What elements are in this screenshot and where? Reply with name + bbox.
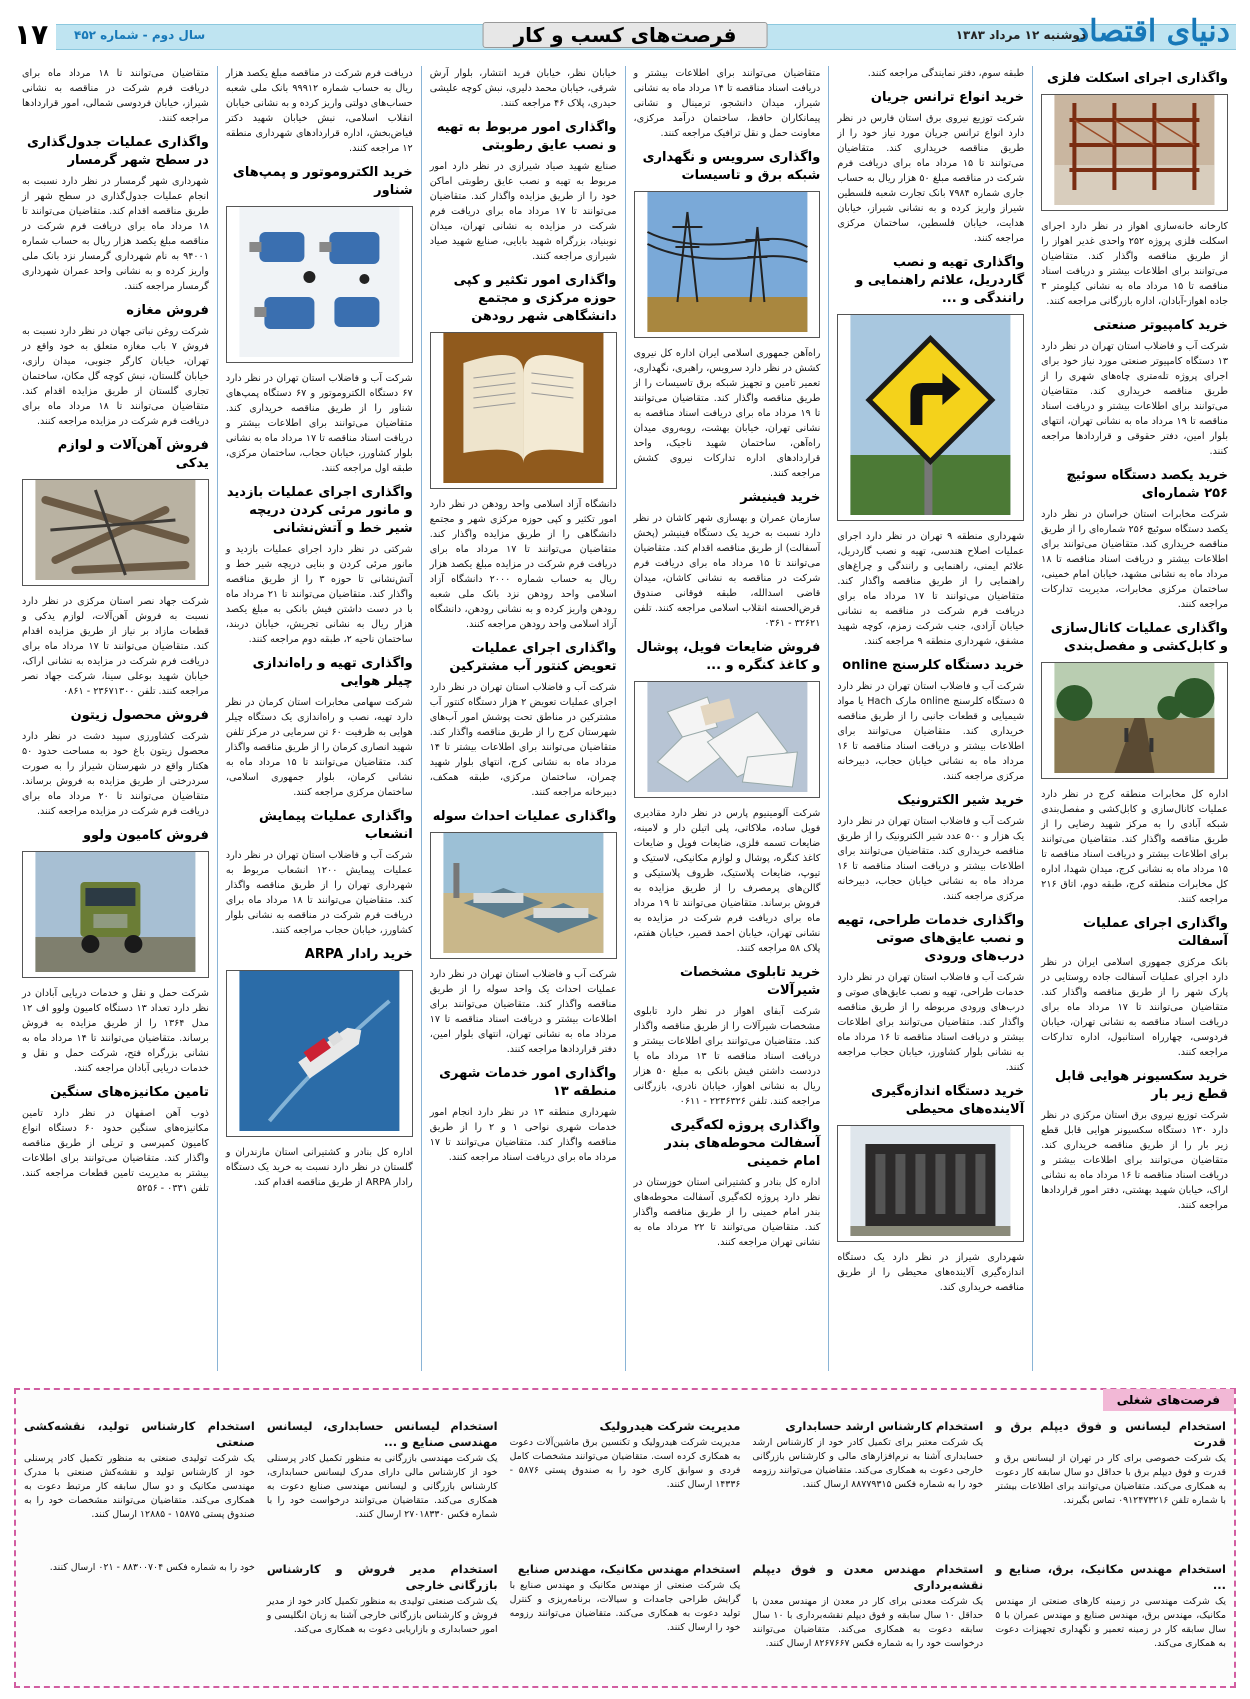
job-title: استخدام کارشناس ارشد حسابداری	[785, 1419, 984, 1433]
jobs-grid	[24, 1418, 1226, 1678]
tender-headline: خرید یکصد دستگاه سوئیچ ۲۵۶ شماره‌ای	[1066, 468, 1228, 501]
tender-ad	[1041, 70, 1228, 309]
tender-text: سازمان عمران و بهسازی شهر کاشان در نظر دارد نسبت به خرید یک دستگاه فینیشر (پخش آسفالت) از طریق مناقصه اقدام کند. متقاضیان می‌توانند تا ۱۵ مرداد ماه برای دریافت فرم شرکت در مناقصه به نشانی کاشان، میدان قاضی اسدالله، طبقه فوقانی صندوق قرض‌الحسنه انقلاب اسلامی مراجعه کنند. تلفن ۳۲۶۲۱ - ۰۳۶۱	[633, 513, 821, 629]
building-photo	[837, 1125, 1024, 1242]
tender-ad	[837, 792, 1024, 904]
tender-ad	[22, 707, 209, 819]
tender-ad	[22, 827, 209, 1076]
tender-ad	[634, 66, 821, 141]
tender-headline: خرید الکتروموتور و پمپ‌های شناور	[232, 165, 413, 198]
tender-ad	[226, 655, 413, 800]
tender-text: شرکت آب و فاضلاب استان تهران در نظر دارد عملیات پیمایش ۱۲۰۰ انشعاب مربوط به شهرداری تهران را از طریق مناقصه واگذار کند. متقاضیان می‌توانند تا ۱۸ مرداد ماه برای دریافت فرم شرکت در مناقصه به نشانی بلوار کشاورز، خیابان حجاب مراجعه کنند.	[225, 850, 413, 936]
tender-text: اداره کل مخابرات منطقه کرج در نظر دارد عملیات کانال‌سازی و کابل‌کشی و مفصل‌بندی شبکه آبادی را به مرکز شهید رضایی را از طریق مناقصه واگذار کند. متقاضیان می‌توانند برای اطلاعات بیشتر و دریافت اسناد مناقصه تا ۱۵ مرداد ماه به نشانی کرج، میدان شهدا، اداره کل مخابرات منطقه کرج، طبقه دوم، اتاق ۲۱۶ مراجعه کنند.	[1041, 789, 1228, 905]
tender-ad	[634, 639, 821, 956]
tender-headline: واگذاری سرویس و نگهداری شبکه برق و تاسیسات	[642, 150, 821, 183]
issue-series: سال دوم - شماره ۴۵۲	[74, 28, 206, 42]
tender-headline: تامین مکانیزه‌های سنگین	[50, 1085, 209, 1100]
tender-headline: خرید تابلوی مشخصات شیرآلات	[680, 965, 821, 998]
tender-headline: واگذاری اجرای اسکلت فلزی	[1046, 71, 1228, 86]
job-title: استخدام لیسانس حسابداری، لیسانس مهندسی صنایع و ...	[266, 1419, 498, 1449]
tender-headline: واگذاری اجرای عملیات آسفالت	[1083, 916, 1228, 949]
tender-ad	[22, 66, 209, 126]
steel-frame-photo	[1041, 94, 1228, 211]
tender-text: شرکت آب و فاضلاب استان تهران در نظر دارد ۶۷ دستگاه الکتروموتور و ۶۷ دستگاه پمپ‌های شناور را از طریق مناقصه خریداری کند. متقاضیان می‌توانند برای اطلاعات بیشتر و دریافت اسناد مناقصه تا ۱۷ مرداد ماه به نشانی بلوار کشاورز، خیابان حجاب، ساختمان مرکزی، طبقه اول مراجعه کنند.	[225, 373, 413, 474]
tender-ad	[634, 149, 821, 481]
job-title: استخدام مهندس مکانیک، برق، صنایع و ...	[995, 1562, 1226, 1592]
tender-ad	[226, 808, 413, 938]
job-listing	[510, 1561, 741, 1678]
tender-text: ذوب آهن اصفهان در نظر دارد تامین مکانیزه‌های سنگین حدود ۶۰ دستگاه انواع کامیون کمپرسی و تریلی از طریق مناقصه واگذار کند. متقاضیان می‌توانند برای اطلاعات بیشتر به مدیریت تامین قطعات مراجعه کنند. تلفن ۰۳۳۱ - ۵۲۵۶	[22, 1108, 209, 1194]
tender-ad	[837, 657, 1024, 784]
power-lines-photo	[634, 191, 821, 338]
tender-ad	[634, 1117, 821, 1250]
tender-ad	[837, 66, 1024, 81]
trench-work-photo	[1041, 662, 1228, 779]
tender-text: شرکت آب و فاضلاب استان تهران در نظر دارد اجرای عملیات تعویض ۲ هزار دستگاه کنتور آب مشترکین در مناطق تحت پوشش امور آب‌های شهرستان کرج را از طریق مناقصه واگذار کند. متقاضیان می‌توانند برای اطلاعات بیشتر تا ۱۴ مرداد ماه به نشانی کرج، انتهای بلوار شهید چمران، ساختمان مرکزی، طبقه همکف، دبیرخانه مراجعه کنند.	[429, 682, 617, 798]
tender-headline: فروش آهن‌آلات و لوازم یدکی	[57, 438, 209, 471]
tender-headline: واگذاری اجرای عملیات بازدید و مانور مرئی کردن دریچه شیر خط و آتش‌نشانی	[226, 485, 413, 536]
job-title: استخدام مهندس مکانیک، مهندس صنایع	[517, 1562, 741, 1576]
tender-headline: خرید انواع ترانس جریان	[870, 90, 1025, 105]
issue-date: دوشنبه ۱۲ مرداد ۱۳۸۳	[955, 28, 1086, 42]
job-listing	[267, 1561, 498, 1678]
tender-headline: خرید شیر الکترونیک	[897, 793, 1025, 808]
newspaper-logo: دنیای اقتصاد	[1075, 14, 1230, 49]
tender-text: شرکت سهامی مخابرات استان کرمان در نظر دارد تهیه، نصب و راه‌اندازی یک دستگاه چیلر هوایی به ظرفیت ۶۰ تن سرمایی در مرکز تلفن شهید انصاری کرمان را از طریق مناقصه واگذار کند. متقاضیان می‌توانند تا ۱۵ مرداد ماه به نشانی کرمان، بلوار جمهوری اسلامی، ساختمان مرکزی مراجعه کنند.	[225, 697, 413, 798]
tender-ad	[226, 164, 413, 476]
job-title: استخدام لیسانس و فوق دیپلم برق و قدرت	[995, 1419, 1226, 1449]
tender-ad	[837, 89, 1024, 246]
job-text: یک شرکت صنعتی از مهندس مکانیک و مهندس صنایع با گرایش طراحی جامدات و سیالات، برنامه‌ریزی و کنترل تولید دعوت به همکاری می‌کند. متقاضیان می‌توانند رزومه خود را ارسال کنند.	[509, 1580, 741, 1633]
tender-headline: فروش کامیون ولوو	[82, 828, 209, 843]
job-text: یک شرکت مهندسی بازرگانی به منظور تکمیل کادر پرسنلی خود از کارشناس مالی دارای مدرک لیسانس حسابداری، کارشناس بازرگانی و لیسانس مهندسی صنایع دعوت به همکاری می‌کند. متقاضیان می‌توانند درخواست خود را با شماره فکس ۲۷۰۱۸۳۳۰ ارسال کنند.	[266, 1453, 498, 1520]
tender-text: شرکت جهاد نصر استان مرکزی در نظر دارد نسبت به فروش آهن‌آلات، لوازم یدکی و قطعات مازاد بر نیاز از طریق مزایده اقدام کند. متقاضیان می‌توانند تا ۱۷ مرداد ماه برای دریافت فرم شرکت در مزایده به نشانی اراک، خیابان شهید بوعلی سینا، شرکت جهاد نصر مراجعه کنند. تلفن ۲۳۶۷۱۳۰۰ - ۰۸۶۱	[22, 596, 209, 697]
motors-photo	[226, 206, 413, 363]
jobs-section-tag: فرصت‌های شغلی	[1103, 1389, 1234, 1411]
tender-headline: خرید دستگاه کلرسنج online	[842, 658, 1025, 673]
job-text: یک شرکت صنعتی تولیدی به منظور تکمیل کادر خود از مدیر فروش و کارشناس بازرگانی خارجی آشنا به زبان انگلیسی و امور حسابداری و بازاریابی دعوت به همکاری می‌کند.	[266, 1596, 498, 1635]
tender-text: اداره کل بنادر و کشتیرانی استان خوزستان در نظر دارد پروژه لکه‌گیری آسفالت محوطه‌های بندر امام خمینی را از طریق مناقصه واگذار کند. متقاضیان می‌توانند تا ۲۲ مرداد ماه به نشانی تهران مراجعه کنند.	[633, 1177, 821, 1248]
tender-text: شرکت آب و فاضلاب استان تهران در نظر دارد عملیات احداث یک واحد سوله را از طریق مناقصه واگذار کند. متقاضیان می‌توانند برای اطلاعات بیشتر و دریافت اسناد مناقصه تا ۱۷ مرداد ماه به نشانی تهران، انتهای بلوار امین، دفتر قراردادها مراجعه کنند.	[429, 969, 617, 1055]
truck-photo	[22, 851, 209, 978]
tender-text: شرکت مخابرات استان خراسان در نظر دارد یکصد دستگاه سوئیچ ۲۵۶ شماره‌ای را از طریق مناقصه خریداری کند. متقاضیان می‌توانند برای اطلاعات بیشتر و دریافت اسناد مناقصه تا ۱۸ مرداد ماه به نشانی مشهد، خیابان امام خمینی، ساختمان مرکزی مخابرات، مدیریت تدارکات مراجعه کنند.	[1041, 509, 1228, 610]
tender-text: شرکت حمل و نقل و خدمات دریایی آبادان در نظر دارد تعداد ۱۳ دستگاه کامیون ولوو اف ۱۲ مدل ۱۳۶۴ را از طریق مزایده به فروش برساند. متقاضیان می‌توانند تا ۱۴ مرداد ماه به نشانی بزرگراه فتح، شرکت حمل و نقل و خدمات دریایی آبادان مراجعه کنند.	[22, 988, 209, 1074]
tender-text: شهرداری شیراز در نظر دارد یک دستگاه اندازه‌گیری آلاینده‌های محیطی را از طریق مناقصه خریداری کند.	[837, 1252, 1025, 1293]
tender-ad	[22, 134, 209, 294]
tender-ad	[634, 964, 821, 1109]
road-sign-photo	[837, 314, 1024, 521]
tender-text: راه‌آهن جمهوری اسلامی ایران اداره کل نیروی کشش در نظر دارد سرویس، راهبری، نگهداری، تعمیر تامین و تجهیز شبکه برق تاسیسات را از طریق مناقصه واگذار کند. متقاضیان می‌توانند تا ۱۹ مرداد ماه برای دریافت اسناد مناقصه به نشانی تهران، خیابان بهشت، روبه‌روی میدان راه‌آهن، ساختمان شهید ناجیک، واحد قراردادهای اداره تدارکات نیروی کشش مراجعه کنند.	[633, 348, 821, 479]
masthead	[14, 14, 1236, 54]
tender-ad	[430, 66, 617, 111]
job-text: یک شرکت تولیدی صنعتی به منظور تکمیل کادر پرسنلی خود از کارشناس تولید و نقشه‌کش صنعتی با مدرک مهندسی مکانیک و دو سال سابقه کار مرتبط دعوت به همکاری می‌کند. متقاضیان می‌توانند مشخصات خود را به صندوق پستی ۱۵۸۷۵ - ۱۲۸۸۵ ارسال کنند.	[24, 1453, 255, 1520]
tender-text: شرکت روغن نباتی جهان در نظر دارد نسبت به فروش ۷ باب مغازه متعلق به خود واقع در تهران، خیابان کارگر جنوبی، میدان رازی، خیابان گلستان، نبش کوچه گل مکان، ساختمان تجاری گلستان از طریق مزایده اقدام کند. متقاضیان می‌توانند تا ۱۸ مرداد ماه برای دریافت فرم شرکت در مزایده مراجعه کنند.	[22, 326, 209, 427]
tender-ad	[22, 1084, 209, 1196]
tender-headline: واگذاری عملیات جدول‌گذاری در سطح شهر گرمسار	[27, 135, 209, 168]
job-text: یک شرکت معدنی برای کار در معدن از مهندس معدن با حداقل ۱۰ سال سابقه و فوق دیپلم نقشه‌برداری با ۱۰ سال سابقه دعوت به همکاری می‌کند. متقاضیان می‌توانند درخواست خود را به شماره فکس ۸۲۶۷۶۶۷ ارسال کنند.	[752, 1596, 984, 1649]
tender-headline: خرید رادار ARPA	[304, 947, 413, 962]
tender-headline: واگذاری پروژه لکه‌گیری آسفالت محوطه‌های بندر امام خمینی	[664, 1118, 821, 1169]
tender-text: شرکت کشاورزی سپید دشت در نظر دارد محصول زیتون باغ خود به مساحت حدود ۵۰ هکتار واقع در شهرستان شیراز را به صورت سردرختی از طریق مزایده به فروش برساند. متقاضیان می‌توانند تا ۲۰ مرداد ماه برای دریافت فرم شرکت در مزایده مراجعه کنند.	[22, 731, 209, 817]
tender-text: شرکت آب و فاضلاب استان تهران در نظر دارد خدمات طراحی، تهیه و نصب عایق‌های صوتی و درب‌های ورودی مربوطه را از طریق مناقصه واگذار کند. متقاضیان می‌توانند برای اطلاعات بیشتر و دریافت اسناد مناقصه تا ۱۶ مرداد ماه به نشانی بلوار کشاورز، خیابان حجاب مراجعه کنند.	[837, 972, 1025, 1073]
job-text: مدیریت شرکت هیدرولیک و تکنسین برق ماشین‌آلات دعوت به همکاری کرده است. متقاضیان می‌توانند مشخصات کامل فردی و سوابق کاری خود را به صندوق پستی ۵۸۷۶ - ۱۴۳۳۶ ارسال کنند.	[509, 1437, 741, 1490]
tender-ad	[1041, 467, 1228, 612]
tender-headline: واگذاری عملیات کانال‌سازی و کابل‌کشی و مفصل‌بندی	[1050, 621, 1228, 654]
tender-headline: خرید کامپیوتر صنعتی	[1093, 318, 1228, 333]
tender-headline: واگذاری اجرای عملیات تعویض کنتور آب مشترکین	[449, 641, 617, 674]
article-column	[1032, 66, 1236, 1371]
tender-ad	[226, 66, 413, 156]
article-column	[14, 66, 217, 1371]
tender-text: دریافت فرم شرکت در مناقصه مبلغ یکصد هزار ریال به حساب شماره ۹۹۹۱۲ بانک ملی شعبه حساب‌های دولتی واریز کرده و به نشانی خیابان انقلاب اسلامی، نبش خیابان شهید دکتر فیاض‌بخش، اداره قراردادهای شهرداری منطقه ۱۲ مراجعه کنند.	[225, 68, 413, 154]
tender-headline: خرید فینیشر	[740, 490, 821, 505]
tender-ad	[837, 254, 1024, 649]
tender-ad	[226, 484, 413, 647]
tender-headline: خرید سکسیونر هوایی قابل قطع زیر بار	[1055, 1069, 1228, 1102]
job-text: یک شرکت مهندسی در زمینه کارهای صنعتی از مهندس مکانیک، مهندس برق، مهندس صنایع و مهندس عمران با ۵ سال سابقه کار در زمینه تعمیر و نگهداری تجهیزات دعوت به همکاری می‌کند.	[995, 1596, 1226, 1649]
job-listing	[24, 1418, 255, 1549]
tender-ad	[1041, 1068, 1228, 1213]
tender-ad	[1041, 620, 1228, 907]
tender-ad	[430, 640, 617, 800]
tender-text: خیابان نظر، خیابان فرید انتشار، بلوار آرش شرقی، خیابان محمد دلیری، نبش کوچه علیشی حیدری، پلاک ۴۶ مراجعه کنند.	[429, 68, 617, 109]
tender-text: بانک مرکزی جمهوری اسلامی ایران در نظر دارد اجرای عملیات آسفالت جاده روستایی در پارک شهر را از طریق مناقصه واگذار کند. متقاضیان می‌توانند تا ۱۷ مرداد ماه برای دریافت اسناد مناقصه به نشانی تهران، خیابان فردوسی، چهارراه استانبول، اداره تدارکات مراجعه کنند.	[1041, 957, 1228, 1058]
tender-text: کارخانه خانه‌سازی اهواز در نظر دارد اجرای اسکلت فلزی پروژه ۲۵۲ واحدی غدیر اهواز را از طریق مناقصه واگذار کند. متقاضیان می‌توانند برای اطلاعات بیشتر و دریافت اسناد مناقصه تا ۱۵ مرداد ماه به نشانی کیلومتر ۳ جاده اهواز-آبادان، اداره بازرگانی مراجعه کنند.	[1041, 221, 1228, 307]
tender-headline: خرید دستگاه اندازه‌گیری آلاینده‌های محیطی	[871, 1084, 1025, 1117]
tender-text: شرکتی در نظر دارد اجرای عملیات بازدید و مانور مرئی کردن و بنایی دریچه شیر خط و آتش‌نشانی تا حوزه ۳ را از طریق مناقصه واگذار کند. متقاضیان می‌توانند تا ۲۱ مرداد ماه با در دست داشتن فیش بانکی به مبلغ یکصد هزار ریال به نشانی تجریش، خیابان دربند، ساختمان ناحیه ۲، طبقه دوم مراجعه کنند.	[225, 544, 413, 645]
tender-text: صنایع شهید صیاد شیرازی در نظر دارد امور مربوط به تهیه و نصب عایق رطوبتی اماکن خود را از طریق مزایده واگذار کند. متقاضیان می‌توانند تا ۱۷ مرداد ماه برای دریافت فرم شرکت در مزایده به نشانی تهران، میدان نوبنیاد، بزرگراه شهید بابایی، صنایع شهید صیاد شیرازی مراجعه کنند.	[429, 161, 617, 262]
tender-ad	[22, 437, 209, 699]
tender-text: متقاضیان می‌توانند تا ۱۸ مرداد ماه برای دریافت فرم شرکت در مناقصه به نشانی شیراز، خیابان فردوسی شمالی، امور قراردادها مراجعه کنند.	[22, 68, 209, 124]
tender-headline: واگذاری تهیه و نصب گاردریل، علائم راهنمایی و رانندگی و ...	[855, 255, 1025, 306]
tender-text: شهرداری منطقه ۱۳ در نظر دارد انجام امور خدمات شهری نواحی ۱ و ۲ را از طریق مناقصه واگذار کند. متقاضیان می‌توانند تا ۱۷ مرداد ماه برای دریافت اسناد مراجعه کنند.	[429, 1107, 617, 1163]
job-listing	[510, 1418, 741, 1549]
job-listing	[995, 1418, 1226, 1549]
tender-text: شرکت آلومینیوم پارس در نظر دارد مقادیری فویل ساده، ملاکاتی، پلی اتیلن دار و لامینه، ضایعات تسمه فلزی، ضایعات فویل و ضایعات کاغذ کنگره، پوشال و لوازم مکانیکی، لاستیک و تیوپ، ضایعات پلاستیک، ظروف پلاستیکی و گالن‌های پرمصرف را از طریق مزایده به فروش برساند. متقاضیان می‌توانند تا ۱۹ مرداد ماه برای دریافت فرم شرکت در مزایده به نشانی تهران، خیابان احمد قصیر، خیابان هفتم، پلاک ۵۸ مراجعه کنند.	[633, 808, 821, 954]
tender-ad	[226, 946, 413, 1190]
job-title: مدیریت شرکت هیدرولیک	[599, 1419, 741, 1433]
tender-text: شرکت آب و فاضلاب استان تهران در نظر دارد ۱۳ دستگاه کامپیوتر صنعتی مورد نیاز خود برای اجرای پروژه تله‌متری چاه‌های شهری را از طریق مناقصه خریداری کند. متقاضیان می‌توانند برای اطلاعات بیشتر و دریافت اسناد مناقصه تا ۱۹ مرداد ماه به نشانی تهران، انتهای بلوار امین، دفتر حقوقی و قراردادها مراجعه کنند.	[1041, 341, 1228, 457]
tender-ad	[837, 912, 1024, 1075]
tender-headline: واگذاری تهیه و راه‌اندازی چیلر هوایی	[252, 656, 413, 689]
job-listing	[752, 1418, 983, 1549]
tender-text: شرکت توزیع نیروی برق استان فارس در نظر دارد انواع ترانس جریان مورد نیاز خود را از طریق مناقصه خریداری کند. متقاضیان می‌توانند تا ۱۵ مرداد ماه برای دریافت فرم شرکت در مناقصه مبلغ ۵۰ هزار ریال به حساب جاری شماره ۷۹۸۴ بانک تجارت شعبه فلسطین شیراز واریز کرده و به نشانی شیراز، خیابان هدایت، خیابان فلسطین، ساختمان مرکزی مراجعه کنند.	[837, 113, 1025, 244]
article-column	[217, 66, 421, 1371]
tender-ad	[634, 489, 821, 631]
tender-ad	[837, 1083, 1024, 1295]
tender-text: طبقه سوم، دفتر نمایندگی مراجعه کنند.	[867, 68, 1025, 79]
tender-ad	[430, 272, 617, 632]
tender-headline: فروش محصول زیتون	[70, 708, 209, 723]
tender-headline: واگذاری خدمات طراحی، تهیه و نصب عایق‌های صوتی درب‌های ورودی	[837, 913, 1025, 964]
tender-ad	[430, 119, 617, 264]
job-text: یک شرکت معتبر برای تکمیل کادر خود از کارشناس ارشد حسابداری آشنا به نرم‌افزارهای مالی و کارشناس بازرگانی خارجی دعوت به همکاری می‌کند. متقاضیان می‌توانند رزومه خود را به شماره فکس ۸۸۷۷۹۳۱۵ ارسال کنند.	[752, 1437, 984, 1490]
ship-photo	[226, 970, 413, 1137]
tender-text: شهرداری شهر گرمسار در نظر دارد نسبت به انجام عملیات جدول‌گذاری در سطح شهر از طریق مناقصه اقدام کند. متقاضیان می‌توانند تا ۱۸ مرداد ماه برای دریافت فرم شرکت در مناقصه مبلغ یکصد هزار ریال به حساب شماره ۹۴۰۰۱ به نام شهرداری گرمسار نزد بانک ملی واریز کرده و به نشانی واحد عمران شهرداری گرمسار مراجعه کنند.	[22, 176, 209, 292]
job-title: استخدام مدیر فروش و کارشناس بازرگانی خارجی	[266, 1562, 498, 1592]
tender-ad	[430, 1065, 617, 1165]
tender-ad	[22, 302, 209, 429]
scrap-wood-photo	[22, 479, 209, 586]
article-column	[421, 66, 625, 1371]
job-listing	[267, 1418, 498, 1549]
job-title: استخدام مهندس معدن و فوق دیپلم نقشه‌برداری	[752, 1562, 984, 1592]
job-text: خود را به شماره فکس ۸۸۳۰۰۷۰۴ - ۰۲۱ ارسال کنند.	[49, 1562, 255, 1573]
tender-text: شرکت توزیع نیروی برق استان مرکزی در نظر دارد ۱۳۰ دستگاه سکسیونر هوایی قابل قطع زیر بار را از طریق مناقصه خریداری کند. متقاضیان می‌توانند برای اطلاعات بیشتر و دریافت اسناد مناقصه تا ۱۶ مرداد ماه به نشانی اراک، خیابان شهید بهشتی، دفتر امور قراردادها مراجعه کنند.	[1041, 1110, 1228, 1211]
job-listing	[752, 1561, 983, 1678]
tender-headline: واگذاری امور تکثیر و کپی حوزه مرکزی و مجتمع دانشگاهی شهر رودهن	[453, 273, 617, 324]
tender-text: متقاضیان می‌توانند برای اطلاعات بیشتر و دریافت اسناد مناقصه تا ۱۴ مرداد ماه به نشانی شیراز، میدان دانشجو، ترمینال و نشانی پیمانکاران حافظ، ساختمان درآمد مرکزی، معاونت حمل و نقل ترافیک مراجعه کنند.	[633, 68, 821, 139]
tender-text: شرکت آبفای اهواز در نظر دارد تابلوی مشخصات شیرآلات را از طریق مناقصه واگذار کند. متقاضیان می‌توانند برای اطلاعات بیشتر و دریافت اسناد مناقصه تا ۱۳ مرداد ماه با دردست داشتن فیش بانکی به مبلغ ۵۰ هزار ریال به نشانی اهواز، خیابان نادری، بازرگانی مراجعه کنند. تلفن ۲۲۳۶۳۲۶ - ۰۶۱۱	[633, 1006, 821, 1107]
tender-headline: فروش مغازه	[126, 303, 209, 318]
tender-ad	[430, 808, 617, 1057]
tender-text: اداره کل بنادر و کشتیرانی استان مازندران و گلستان در نظر دارد نسبت به خرید یک دستگاه رادار ARPA از طریق مناقصه اقدام کند.	[225, 1147, 413, 1188]
job-text: یک شرکت خصوصی برای کار در تهران از لیسانس برق و قدرت و فوق دیپلم برق با حداقل دو سال سابقه کار دعوت به همکاری می‌کند. متقاضیان می‌توانند برای اطلاعات بیشتر با شماره تلفن ۰۹۱۲۴۷۳۲۱۶ تماس بگیرند.	[995, 1453, 1226, 1506]
section-title: فرصت‌های کسب و کار	[483, 22, 768, 48]
tender-text: دانشگاه آزاد اسلامی واحد رودهن در نظر دارد امور تکثیر و کپی حوزه مرکزی شهر و مجتمع دانشگاهی را از طریق مزایده واگذار کند. متقاضیان می‌توانند تا ۱۷ مرداد ماه برای دریافت فرم شرکت در مزایده مبلغ یکصد هزار ریال به حساب شماره ۲۰۰۰ دانشگاه آزاد اسلامی واحد رودهن نزد بانک ملی شعبه رودهن واریز کرده و به نشانی رودهن، دانشگاه آزاد اسلامی واحد رودهن مراجعه کنند.	[429, 499, 617, 630]
tender-text: شهرداری منطقه ۹ تهران در نظر دارد اجرای عملیات اصلاح هندسی، تهیه و نصب گاردریل، علائم ایمنی، راهنمایی و رانندگی و چراغ‌های راهنمایی را از طریق مناقصه واگذار کند. متقاضیان می‌توانند تا ۱۷ مرداد ماه برای دریافت فرم شرکت در مناقصه به نشانی خیابان آزادی، جنب شرکت زمزم، کوچه شهید مشفق، شهرداری منطقه ۹ مراجعه کنند.	[837, 531, 1025, 647]
article-column	[625, 66, 829, 1371]
tender-headline: واگذاری امور مربوط به تهیه و نصب عایق رطوبتی	[436, 120, 617, 153]
article-columns	[14, 66, 1236, 1371]
open-book-photo	[430, 332, 617, 489]
job-listing	[995, 1561, 1226, 1678]
tender-headline: فروش ضایعات فویل، پوشال و کاغذ کنگره و ...	[636, 640, 821, 673]
tender-text: شرکت آب و فاضلاب استان تهران در نظر دارد یک هزار و ۵۰۰ عدد شیر الکترونیک را از طریق مناقصه خریداری کند. متقاضیان می‌توانند برای اطلاعات بیشتر و دریافت اسناد مناقصه تا ۱۶ مرداد ماه به نشانی خیابان حجاب، دبیرخانه مرکزی مراجعه کنند.	[837, 816, 1025, 902]
jobs-section	[14, 1388, 1236, 1688]
tender-ad	[1041, 317, 1228, 459]
industrial-site-photo	[430, 832, 617, 959]
tender-headline: واگذاری عملیات احداث سوله	[432, 809, 617, 824]
tender-text: شرکت آب و فاضلاب استان تهران در نظر دارد ۵ دستگاه کلرسنج online مارک Hach یا مواد شیمیایی و قطعات جانبی را از طریق مناقصه خریداری کند. متقاضیان می‌توانند برای اطلاعات بیشتر و دریافت اسناد مناقصه تا ۱۶ مرداد ماه به نشانی خیابان حجاب، دبیرخانه مرکزی مراجعه کنند.	[837, 681, 1025, 782]
page-number: ۱۷	[14, 18, 49, 51]
job-listing	[24, 1561, 255, 1678]
article-column	[828, 66, 1032, 1371]
scrap-paper-photo	[634, 681, 821, 798]
tender-headline: واگذاری امور خدمات شهری منطقه ۱۳	[439, 1066, 617, 1099]
job-title: استخدام کارشناس تولید، نقشه‌کشی صنعتی	[24, 1419, 255, 1449]
tender-ad	[1041, 915, 1228, 1060]
tender-headline: واگذاری عملیات پیمایش انشعاب	[258, 809, 413, 842]
